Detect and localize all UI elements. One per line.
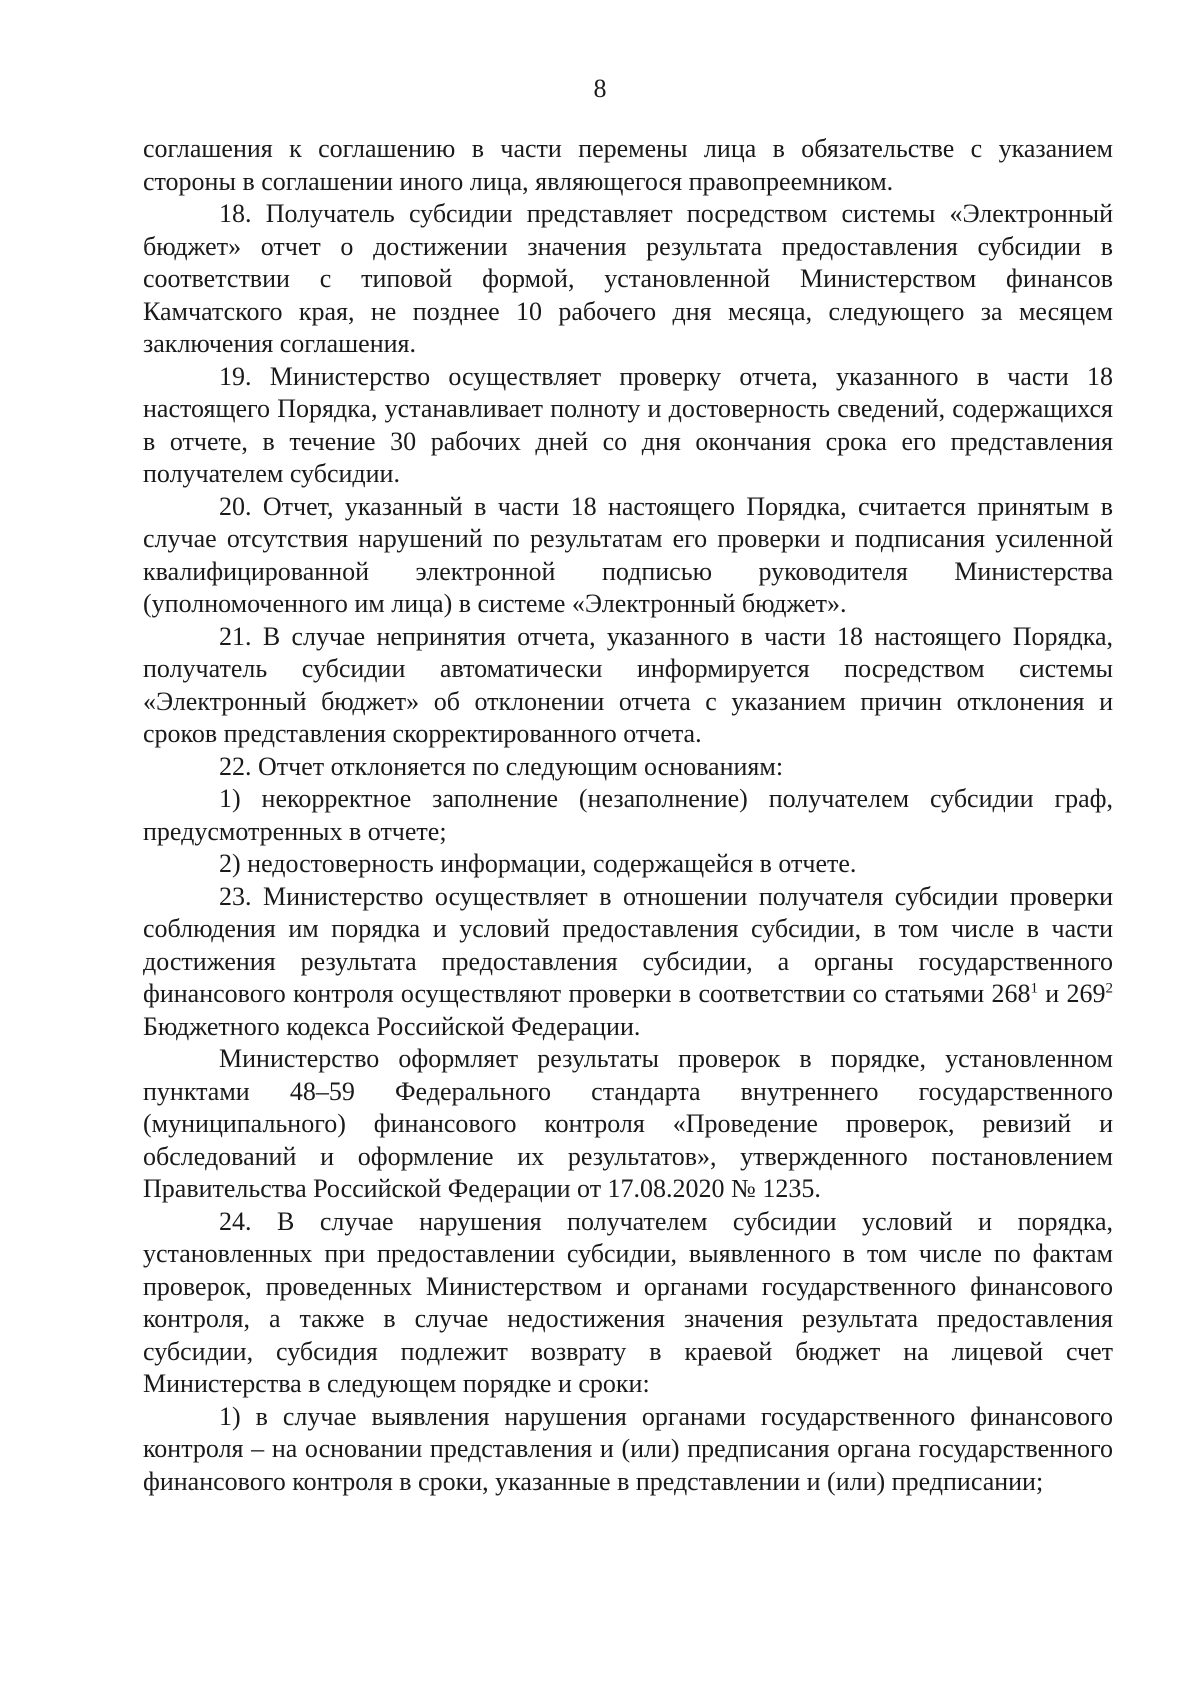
paragraph-19: 19. Министерство осуществляет проверку отчета, указанного в части 18 настоящего Порядка, устанавливает полноту и достоверность сведений, содержащихся в отчете, в течение 30 рабочих дней со дня окончания срока его представления получателем субсидии. [143,361,1113,488]
paragraph-23-text-part-2: и 269 [1037,979,1106,1008]
paragraph-continuation: соглашения к соглашению в части перемены лица в обязательстве с указанием стороны в соглашении иного лица, являющегося правопреемником. [143,134,1113,196]
paragraph-21: 21. В случае непринятия отчета, указанного в части 18 настоящего Порядка, получатель субсидии автоматически информируется посредством системы «Электронный бюджет» об отклонении отчета с указанием причин отклонения и сроков представления скорректированного отчета. [143,621,1113,748]
paragraph-23-text-part-1: 23. Министерство осуществляет в отношении получателя субсидии проверки соблюдения им порядка и условий предоставления субсидии, в том числе в части достижения результата предоставления субсидии, а органы государственного финансового контроля осуществляют проверки в соответствии со статьями 268 [143,881,1113,1008]
paragraph-18: 18. Получатель субсидии представляет посредством системы «Электронный бюджет» отчет о достижении значения результата предоставления субсидии в соответствии с типовой формой, установленной Министерством финансов Камчатского края, не позднее 10 рабочего дня месяца, следующего за месяцем заключения соглашения. [143,199,1113,358]
paragraph-22: 22. Отчет отклоняется по следующим основаниям: [219,751,784,781]
paragraph-22-item-2: 2) недостоверность информации, содержащейся в отчете. [219,849,857,878]
paragraph-24-item-1: 1) в случае выявления нарушения органами государственного финансового контроля – на основании представления и (или) предписания органа государственного финансового контроля в сроки, указанные в представлении и (или) предписании; [143,1401,1113,1496]
superscript-2: 2 [1105,980,1113,997]
paragraph-23-text-part-3: Бюджетного кодекса Российской Федерации. [143,1011,641,1041]
paragraph-23-continuation: Министерство оформляет результаты проверок в порядке, установленном пунктами 48–59 Федерального стандарта внутреннего государственного (муниципального) финансового контроля «Проведение проверок, ревизий и обследований и оформление их результатов», утвержденного постановлением Правительства Российской Федерации от 17.08.2020 № 1235. [143,1044,1113,1203]
paragraph-24: 24. В случае нарушения получателем субсидии условий и порядка, установленных при предоставлении субсидии, выявленного в том числе по фактам проверок, проведенных Министерством и органами государственного финансового контроля, а также в случае недостижения значения результата предоставления субсидии, субсидия подлежит возврату в краевой бюджет на лицевой счет Министерства в следующем порядке и сроки: [143,1206,1113,1398]
paragraph-23 [143,881,1113,1044]
page-number: 8 [593,74,607,103]
paragraph-20: 20. Отчет, указанный в части 18 настоящего Порядка, считается принятым в случае отсутствия нарушений по результатам его проверки и подписания усиленной квалифицированной электронной подписью руководителя Министерства (уполномоченного им лица) в системе «Электронный бюджет». [143,491,1113,618]
superscript-1: 1 [1030,980,1038,997]
document-body [143,133,1113,1498]
paragraph-22-item-1: 1) некорректное заполнение (незаполнение) получателем субсидии граф, предусмотренных в отчете; [143,784,1113,846]
